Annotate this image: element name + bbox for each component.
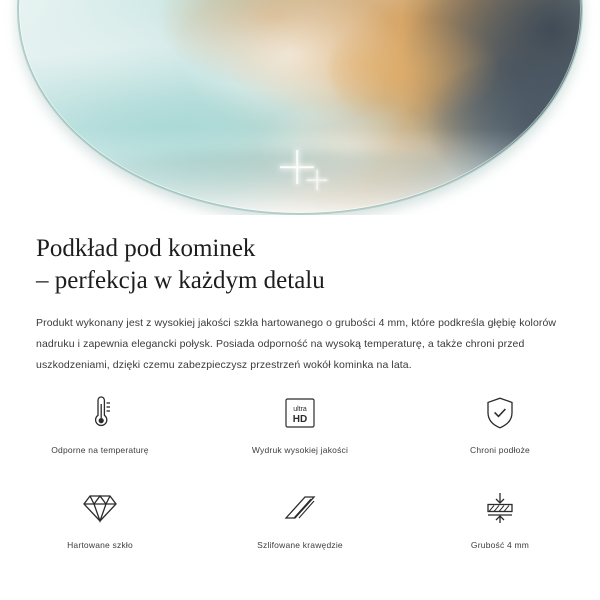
feature-item-polished-edges xyxy=(200,480,400,565)
description-paragraph xyxy=(0,297,600,376)
description-line-1: Produkt wykonany jest z wysokiej jakości szkła hartowanego o grubości 4 mm, które podkreśla xyxy=(36,317,485,329)
polished-edge-icon xyxy=(277,488,323,528)
text-content xyxy=(0,215,600,376)
feature-label: Hartowane szkło xyxy=(67,540,133,550)
thermometer-icon xyxy=(77,393,123,433)
feature-item-surface-protection xyxy=(400,385,600,470)
feature-item-temperature xyxy=(0,385,200,470)
feature-item-thickness xyxy=(400,480,600,565)
diamond-icon xyxy=(77,488,123,528)
description-line-3: a także chroni przed uszkodzeniami, dzięki czemu zabezpieczysz przestrzeń wokół kominka na lata. xyxy=(36,338,525,371)
feature-label: Grubość 4 mm xyxy=(470,540,530,550)
round-plate-mask xyxy=(0,0,600,215)
shield-check-icon xyxy=(477,393,523,433)
headline-line-1: Podkład pod kominek xyxy=(36,235,256,262)
feature-label: Odporne na temperaturę xyxy=(51,445,149,455)
svg-text:HD: HD xyxy=(292,414,308,425)
feature-item-print-quality xyxy=(200,385,400,470)
thickness-arrows-icon xyxy=(477,488,523,528)
feature-item-tempered-glass xyxy=(0,480,200,565)
headline-line-2: – perfekcja w każdym detalu xyxy=(36,267,325,294)
page-title xyxy=(0,215,600,297)
svg-text:ultra: ultra xyxy=(293,406,307,413)
feature-label: Wydruk wysokiej jakości xyxy=(251,445,349,455)
hero-image xyxy=(0,0,600,215)
ultra-hd-icon xyxy=(277,393,323,433)
feature-label: Szlifowane krawędzie xyxy=(257,540,343,550)
feature-label: Chroni podłoże xyxy=(470,445,530,455)
feature-grid xyxy=(0,385,600,565)
description-line-2: głębię kolorów nadruku i zapewnia elegancki połysk. Posiada odporność na wysoką temperaturę, xyxy=(36,317,557,350)
